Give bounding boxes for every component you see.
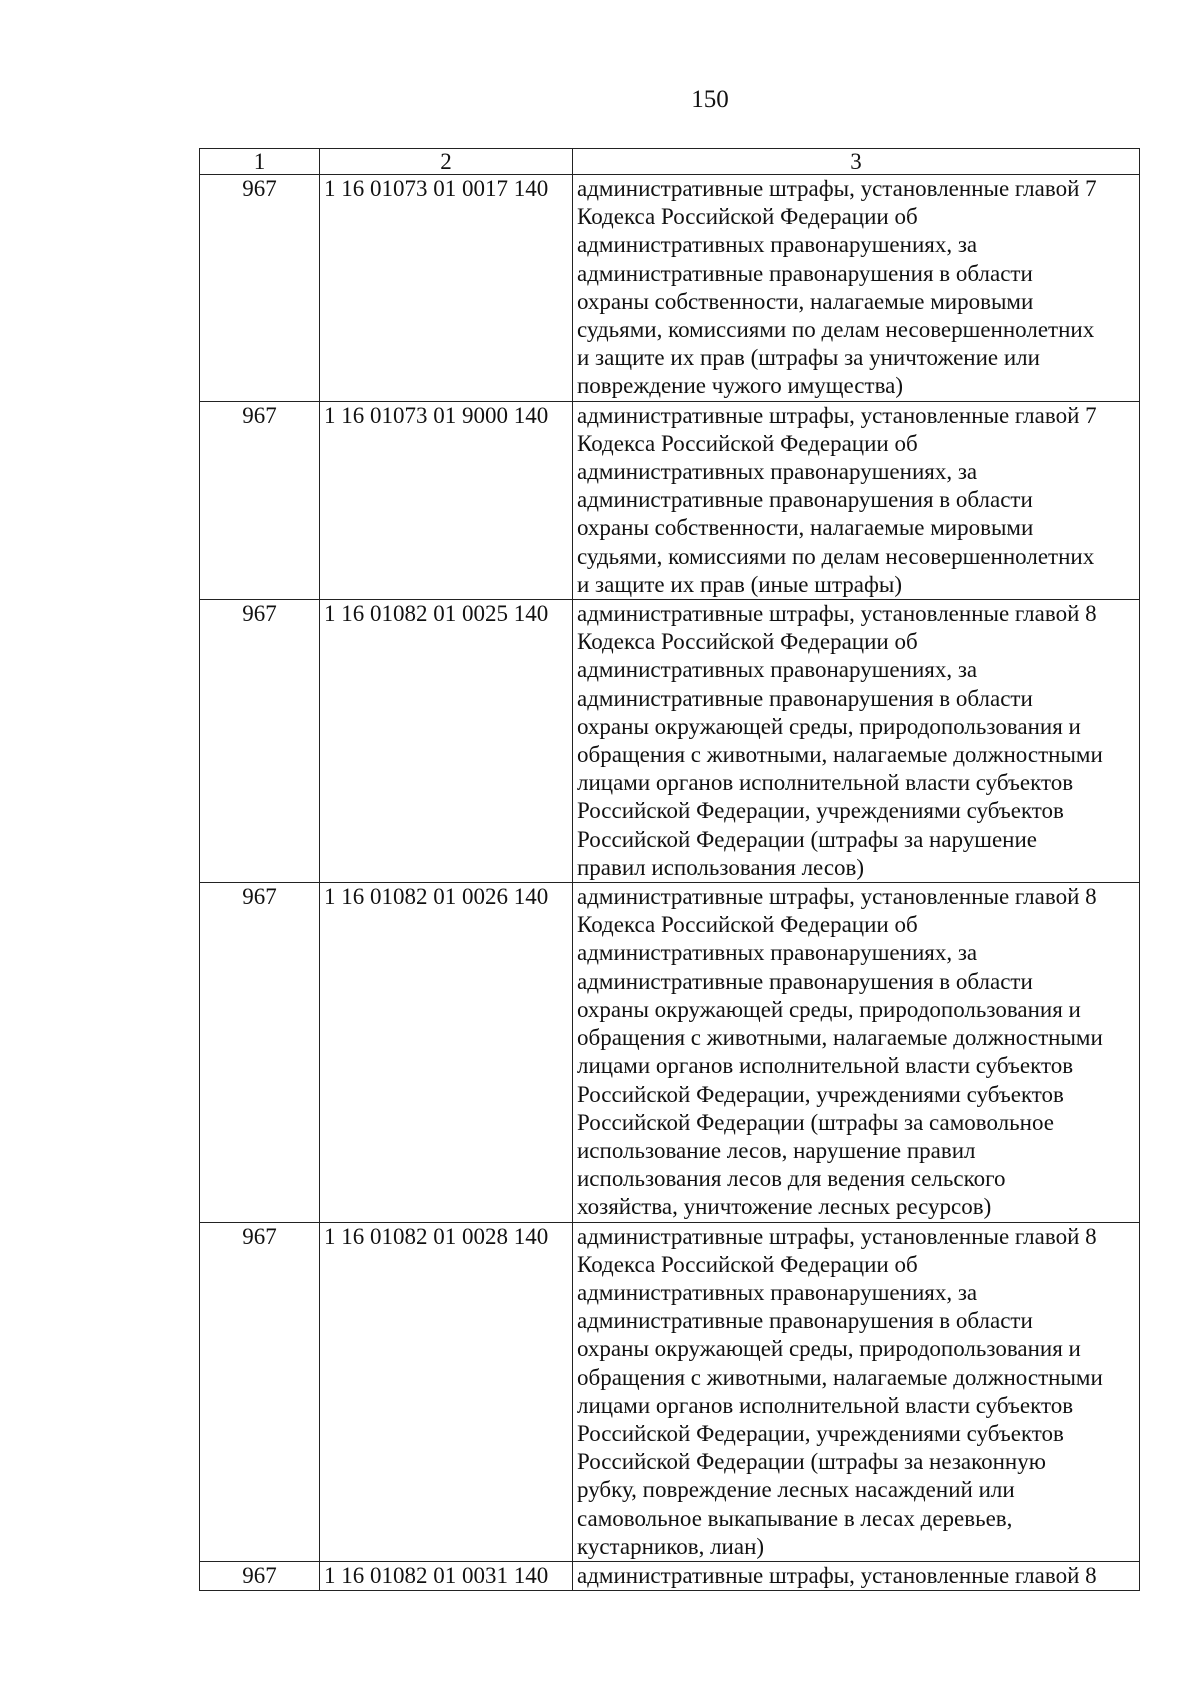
description-line: административные штрафы, установленные главой 7 (577, 176, 1097, 201)
description-cell (573, 600, 1140, 883)
description-line: лицами органов исполнительной власти субъектов (577, 1392, 1074, 1418)
table-header-row (200, 149, 1140, 175)
description-line: Российской Федерации (штрафы за незаконную (577, 1449, 1046, 1475)
description-line: административных правонарушениях, за (577, 232, 978, 258)
column-header-3: 3 (573, 149, 1140, 175)
admin-code-cell: 967 (200, 1222, 320, 1561)
description-line: административные штрафы, установленные главой 8 (577, 1223, 1097, 1249)
description-line: Кодекса Российской Федерации об (577, 1251, 918, 1277)
table-row (200, 1222, 1140, 1561)
table-row (200, 175, 1140, 402)
description-line: и защите их прав (штрафы за уничтожение или (577, 345, 1040, 371)
description-line: обращения с животными, налагаемые должностными (577, 1025, 1103, 1051)
page-number: 150 (691, 86, 729, 113)
description-line: Российской Федерации (штрафы за самовольное (577, 1109, 1054, 1135)
description-line: Кодекса Российской Федерации об (577, 629, 918, 655)
column-header-1: 1 (200, 149, 320, 175)
budget-code-cell: 1 16 01082 01 0025 140 (320, 600, 573, 883)
budget-code-cell: 1 16 01073 01 0017 140 (320, 175, 573, 402)
description-line: рубку, повреждение лесных насаждений или (577, 1477, 1015, 1503)
description-line: административные правонарушения в области (577, 260, 1033, 286)
table-row (200, 401, 1140, 599)
description-line: Кодекса Российской Федерации об (577, 912, 918, 938)
budget-codes-table (199, 148, 1140, 1591)
description-line: охраны окружающей среды, природопользования и (577, 713, 1081, 739)
table-row (200, 883, 1140, 1222)
admin-code-cell: 967 (200, 883, 320, 1222)
description-line: административных правонарушениях, за (577, 459, 978, 485)
description-line: охраны окружающей среды, природопользования и (577, 1336, 1081, 1362)
description-cell (573, 175, 1140, 402)
description-line: Кодекса Российской Федерации об (577, 430, 918, 456)
description-cell (573, 1222, 1140, 1561)
description-line: использование лесов, нарушение правил (577, 1137, 976, 1163)
description-line: административные штрафы, установленные главой 8 (577, 884, 1097, 910)
description-line: самовольное выкапывание в лесах деревьев, (577, 1505, 1013, 1531)
description-line: охраны собственности, налагаемые мировыми (577, 288, 1034, 314)
description-line: Российской Федерации (штрафы за нарушение (577, 826, 1037, 852)
description-line: административные правонарушения в области (577, 685, 1033, 711)
description-line: хозяйства, уничтожение лесных ресурсов) (577, 1194, 992, 1220)
description-line: Кодекса Российской Федерации об (577, 204, 918, 230)
description-cell (573, 1561, 1140, 1590)
admin-code-cell: 967 (200, 175, 320, 402)
admin-code-cell: 967 (200, 401, 320, 599)
description-line: административные штрафы, установленные главой 8 (577, 1562, 1097, 1588)
description-line: обращения с животными, налагаемые должностными (577, 742, 1103, 768)
description-line: обращения с животными, налагаемые должностными (577, 1364, 1103, 1390)
table-body (200, 175, 1140, 1591)
description-line: охраны собственности, налагаемые мировыми (577, 515, 1034, 541)
budget-code-cell: 1 16 01082 01 0031 140 (320, 1561, 573, 1590)
description-line: лицами органов исполнительной власти субъектов (577, 770, 1074, 796)
description-line: Российской Федерации, учреждениями субъектов (577, 798, 1064, 824)
admin-code-cell: 967 (200, 1561, 320, 1590)
description-line: административные правонарушения в области (577, 487, 1033, 513)
description-line: правил использования лесов) (577, 854, 865, 880)
budget-code-cell: 1 16 01082 01 0028 140 (320, 1222, 573, 1561)
description-line: административные штрафы, установленные главой 7 (577, 402, 1097, 428)
budget-code-cell: 1 16 01073 01 9000 140 (320, 401, 573, 599)
description-line: административных правонарушениях, за (577, 657, 978, 683)
table-row (200, 1561, 1140, 1590)
column-header-2: 2 (320, 149, 573, 175)
description-line: административные правонарушения в области (577, 968, 1033, 994)
description-line: судьями, комиссиями по делам несовершеннолетних (577, 317, 1095, 343)
description-line: охраны окружающей среды, природопользования и (577, 996, 1081, 1022)
description-line: повреждение чужого имущества) (577, 373, 903, 399)
admin-code-cell: 967 (200, 600, 320, 883)
description-line: лицами органов исполнительной власти субъектов (577, 1053, 1074, 1079)
description-line: административные штрафы, установленные главой 8 (577, 601, 1097, 627)
description-line: Российской Федерации, учреждениями субъектов (577, 1420, 1064, 1446)
description-line: Российской Федерации, учреждениями субъектов (577, 1081, 1064, 1107)
table-row (200, 600, 1140, 883)
description-line: административных правонарушениях, за (577, 940, 978, 966)
description-cell (573, 401, 1140, 599)
description-line: кустарников, лиан) (577, 1533, 765, 1559)
description-cell (573, 883, 1140, 1222)
description-line: административные правонарушения в области (577, 1308, 1033, 1334)
description-line: судьями, комиссиями по делам несовершеннолетних (577, 543, 1095, 569)
description-line: административных правонарушениях, за (577, 1279, 978, 1305)
description-line: использования лесов для ведения сельского (577, 1166, 1006, 1192)
budget-code-cell: 1 16 01082 01 0026 140 (320, 883, 573, 1222)
description-line: и защите их прав (иные штрафы) (577, 571, 903, 597)
